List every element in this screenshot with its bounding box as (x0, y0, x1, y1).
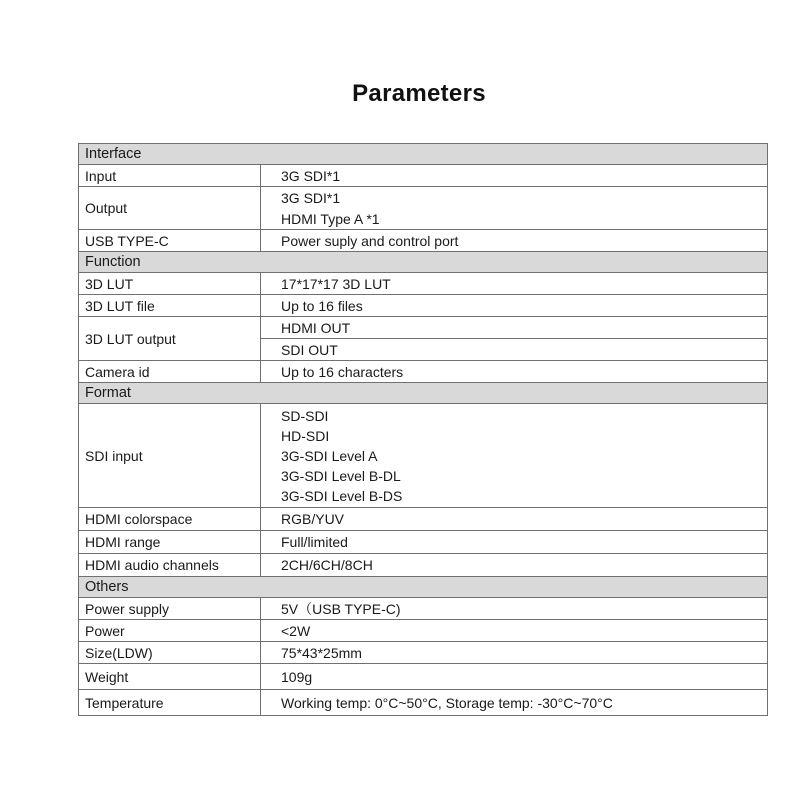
value-line: HDMI Type A *1 (281, 210, 380, 227)
table-row (79, 531, 768, 554)
table-row (79, 642, 768, 664)
param-value: 5V（USB TYPE-C) (261, 598, 768, 620)
param-label: Input (79, 165, 261, 187)
param-label: SDI input (79, 404, 261, 508)
param-label: 3D LUT file (79, 295, 261, 317)
param-value: 75*43*25mm (261, 642, 768, 664)
table-row (79, 664, 768, 690)
param-label: Camera id (79, 361, 261, 383)
param-label: Power supply (79, 598, 261, 620)
section-title: Interface (79, 144, 768, 165)
param-label: Size(LDW) (79, 642, 261, 664)
param-value: HDMI OUT (261, 317, 768, 339)
table-row (79, 620, 768, 642)
param-value: Full/limited (261, 531, 768, 554)
value-line: 3G-SDI Level B-DS (281, 487, 403, 504)
value-line: SD-SDI (281, 407, 329, 424)
param-value: 3G SDI*1 (261, 165, 768, 187)
table-row (79, 187, 768, 230)
param-value: Up to 16 characters (261, 361, 768, 383)
param-label: HDMI colorspace (79, 508, 261, 531)
table-row (79, 295, 768, 317)
param-label: Weight (79, 664, 261, 690)
param-value (261, 187, 768, 230)
table-row (79, 230, 768, 252)
table-row (79, 554, 768, 577)
section-header-function (79, 252, 768, 273)
param-label: USB TYPE-C (79, 230, 261, 252)
param-value (261, 404, 768, 508)
table-row (79, 165, 768, 187)
param-label: 3D LUT (79, 273, 261, 295)
value-line: 3G-SDI Level A (281, 447, 378, 464)
param-label: Power (79, 620, 261, 642)
param-value: Working temp: 0°C~50°C, Storage temp: -30°C~70°C (261, 690, 768, 716)
param-value: RGB/YUV (261, 508, 768, 531)
section-header-format (79, 383, 768, 404)
parameters-table (78, 143, 768, 716)
param-label: 3D LUT output (79, 317, 261, 361)
section-title: Function (79, 252, 768, 273)
table-row (79, 508, 768, 531)
section-title: Format (79, 383, 768, 404)
param-value: Power suply and control port (261, 230, 768, 252)
table-row (79, 317, 768, 339)
value-line: 3G SDI*1 (281, 189, 341, 206)
table-row (79, 404, 768, 508)
param-value: 17*17*17 3D LUT (261, 273, 768, 295)
section-title: Others (79, 577, 768, 598)
param-value: SDI OUT (261, 339, 768, 361)
param-value: <2W (261, 620, 768, 642)
param-label: Output (79, 187, 261, 230)
table-row (79, 598, 768, 620)
section-header-interface (79, 144, 768, 165)
param-label: HDMI audio channels (79, 554, 261, 577)
table-row (79, 361, 768, 383)
param-value: 109g (261, 664, 768, 690)
section-header-others (79, 577, 768, 598)
table-row (79, 690, 768, 716)
param-label: HDMI range (79, 531, 261, 554)
page-title: Parameters (352, 80, 486, 107)
param-label: Temperature (79, 690, 261, 716)
table-row (79, 273, 768, 295)
value-line: 3G-SDI Level B-DL (281, 467, 401, 484)
param-value: Up to 16 files (261, 295, 768, 317)
param-value: 2CH/6CH/8CH (261, 554, 768, 577)
value-line: HD-SDI (281, 427, 330, 444)
